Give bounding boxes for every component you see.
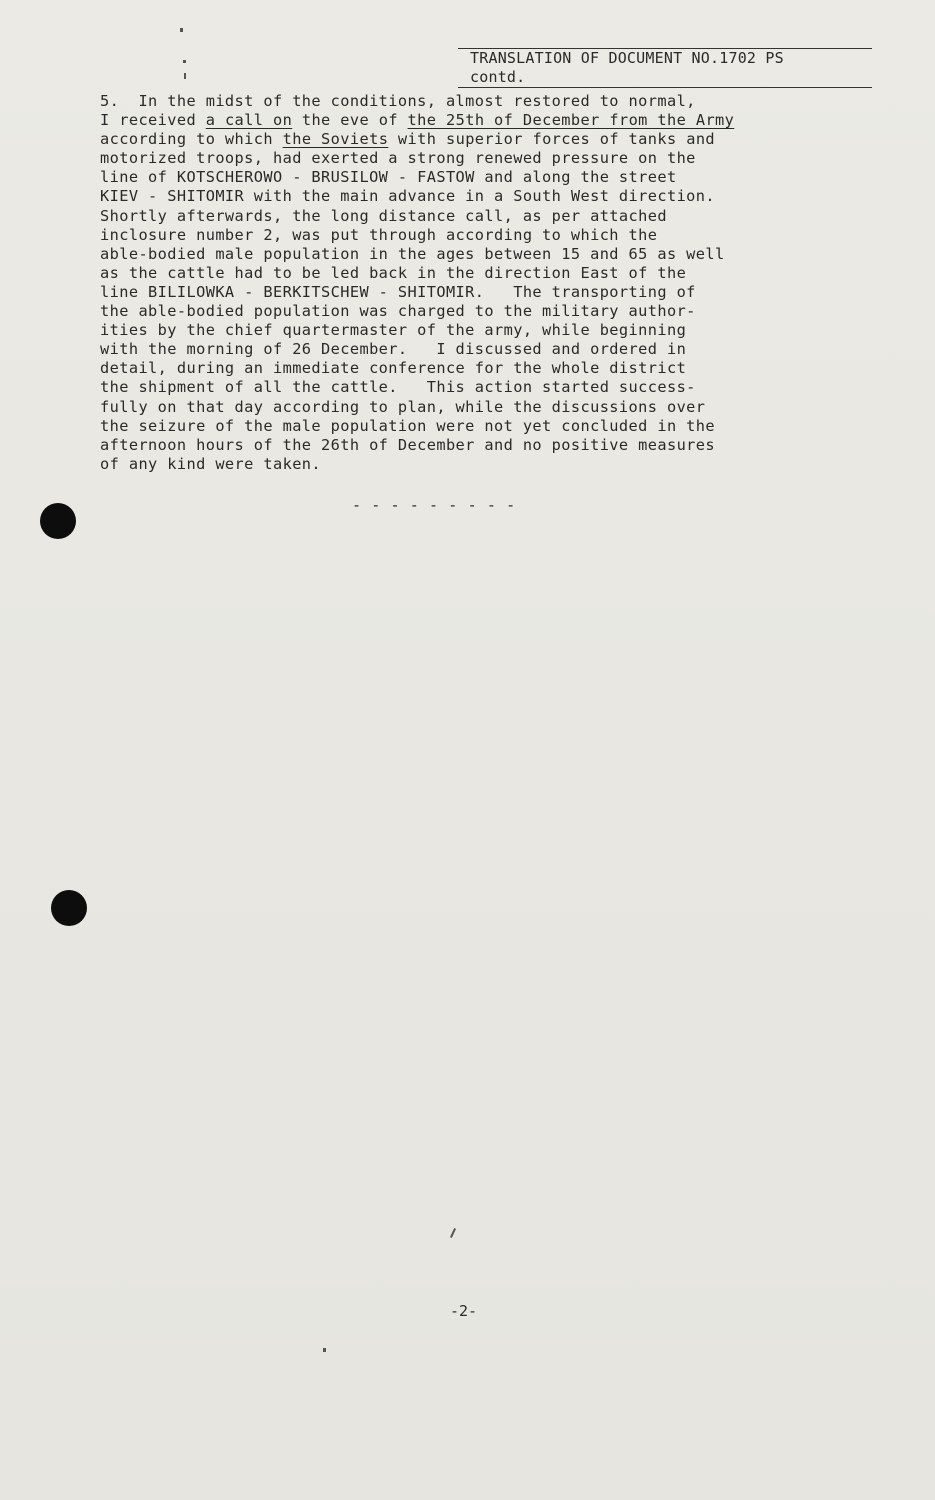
text-line [100,111,870,130]
punch-hole-bottom [51,890,87,926]
text-segment: detail, during an immediate conference for the whole district [100,359,687,378]
text-segment: I received [100,111,206,130]
text-line [100,168,870,187]
document-header [458,48,872,88]
text-line [100,321,870,340]
text-segment: the shipment of all the cattle. This action started success- [100,378,696,397]
underlined-text: a call on [205,111,293,130]
text-segment: the able-bodied population was charged to the military author- [100,302,696,321]
page-number: -2- [450,1302,478,1320]
text-segment: of any kind were taken. [100,454,322,473]
text-segment: fully on that day according to plan, while the discussions over [100,397,706,416]
text-segment: the eve of [292,111,408,130]
text-segment: able-bodied male population in the ages between 15 and 65 as well [100,244,725,263]
text-line [100,207,870,226]
text-segment: as the cattle had to be led back in the direction East of the [100,263,687,282]
text-line [100,455,870,474]
text-line [100,130,870,149]
text-segment: the seizure of the male population were not yet concluded in the [100,416,716,435]
text-line [100,302,870,321]
text-line [100,417,870,436]
header-title: TRANSLATION OF DOCUMENT NO.1702 PS [470,49,784,67]
text-segment: motorized troops, had exerted a strong renewed pressure on the [100,149,696,168]
text-line [100,264,870,283]
margin-mark [180,28,183,32]
text-segment: with the morning of 26 December. I discussed and ordered in [100,340,687,359]
text-line [100,245,870,264]
text-segment: according to which [100,130,283,149]
separator-dashes: - - - - - - - - - [352,496,516,514]
punch-hole-top [40,503,76,539]
margin-mark [184,73,186,79]
text-segment: line BILILOWKA - BERKITSCHEW - SHITOMIR. The transporting of [100,282,696,301]
text-line [100,378,870,397]
text-segment: KIEV - SHITOMIR with the main advance in a South West direction. [100,187,716,206]
header-contd: contd. [458,68,872,88]
text-segment: Shortly afterwards, the long distance call, as per attached [100,206,667,225]
text-line [100,92,870,111]
text-line [100,149,870,168]
text-line [100,283,870,302]
text-line [100,226,870,245]
margin-mark [183,60,186,63]
text-segment: afternoon hours of the 26th of December and no positive measures [100,435,716,454]
text-segment: ities by the chief quartermaster of the army, while beginning [100,321,687,340]
paragraph-5 [100,92,870,474]
text-line [100,359,870,378]
text-segment: line of KOTSCHEROWO - BRUSILOW - FASTOW and along the street [100,168,677,187]
margin-mark [323,1348,326,1352]
text-line [100,398,870,417]
text-segment: with superior forces of tanks and [388,130,716,149]
underlined-text: the 25th of December from the Army [407,111,735,130]
underlined-text: the Soviets [282,130,389,149]
text-line [100,340,870,359]
text-segment: 5. In the midst of the conditions, almost restored to normal, [100,92,696,110]
text-line [100,436,870,455]
text-segment: inclosure number 2, was put through according to which the [100,225,658,244]
text-line [100,187,870,206]
